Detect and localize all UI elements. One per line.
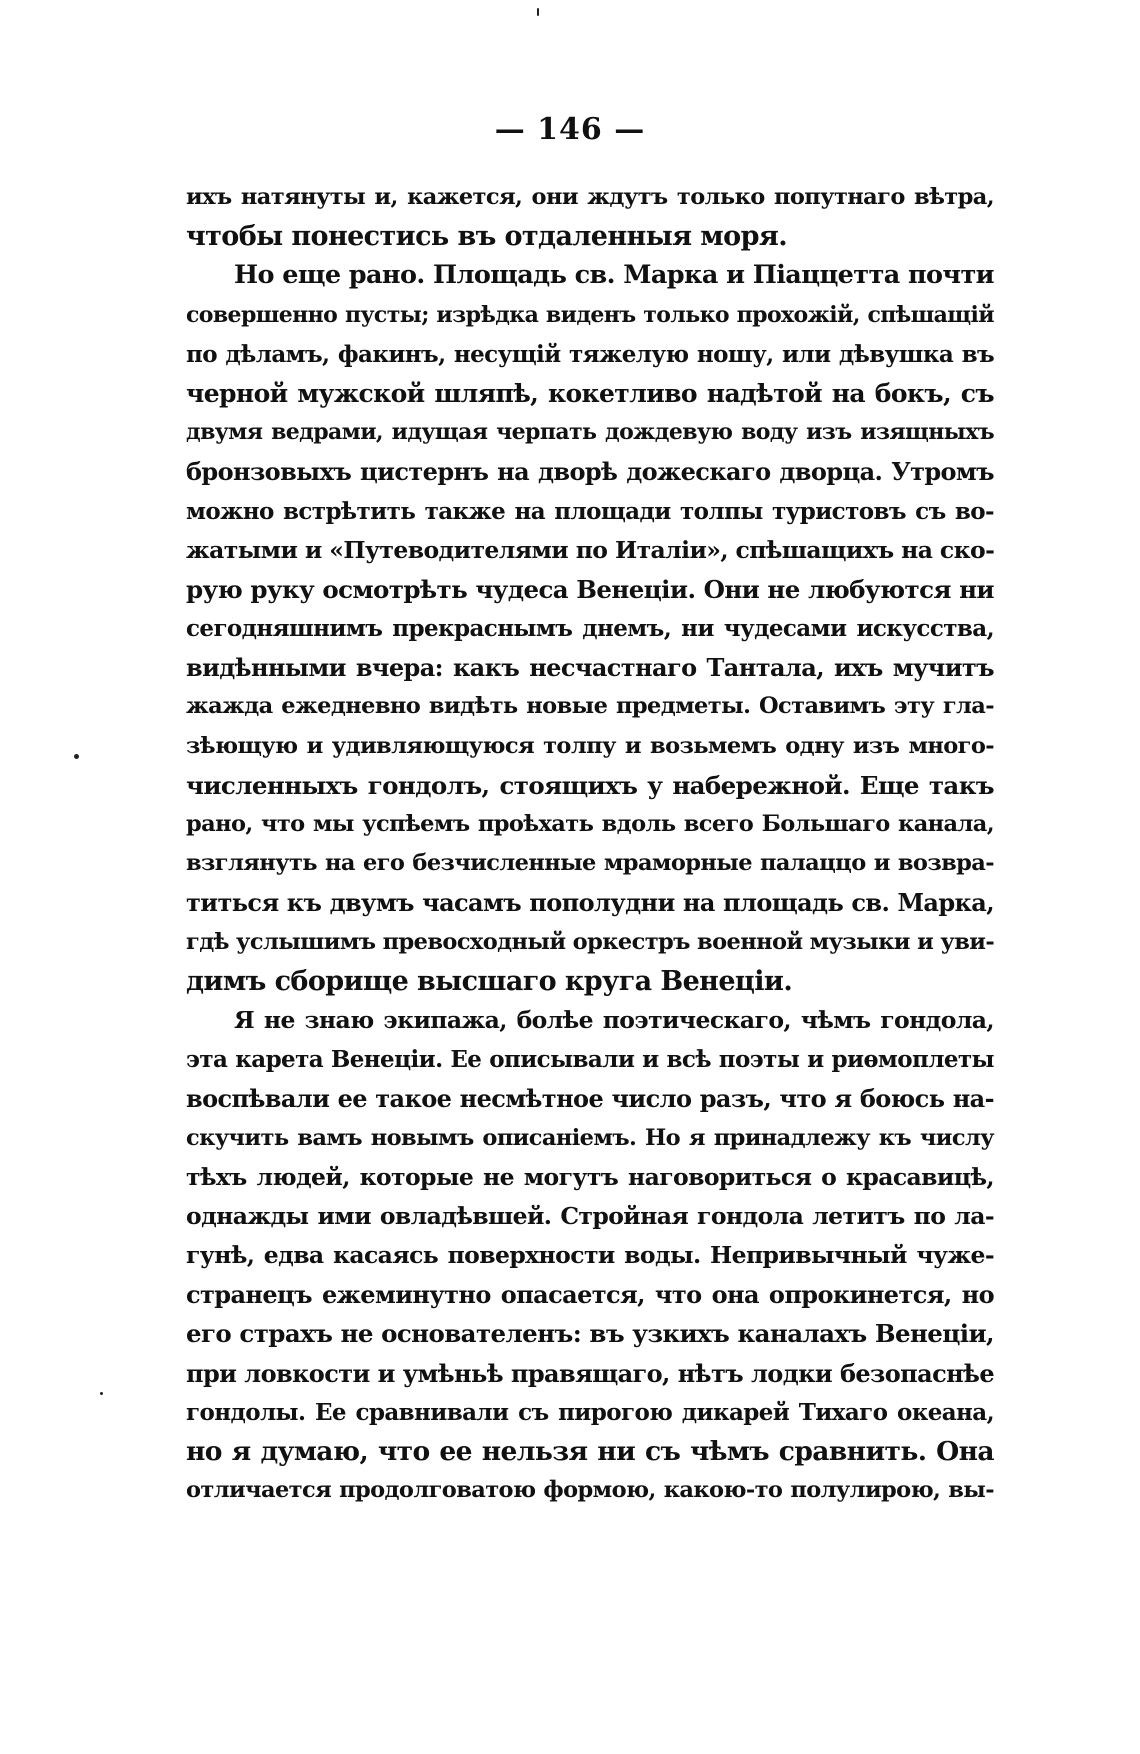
text-line: эта карета Венеціи. Ее описывали и всѣ поэты и риѳмоплеты (186, 1046, 994, 1074)
scan-speck (74, 754, 79, 759)
text-line: гунѣ, едва касаясь поверхности воды. Непривычный чуже- (186, 1241, 994, 1270)
text-line: однажды ими овладѣвшей. Стройная гондола летитъ по ла- (186, 1201, 994, 1230)
text-line: титься къ двумъ часамъ пополудни на площадь св. Марка, (186, 888, 994, 918)
scan-speck (537, 8, 539, 16)
text-line: рано, что мы успѣемъ проѣхать вдоль всего Большаго канала, (186, 811, 994, 837)
text-line: зѣющую и удивляющуюся толпу и возьмемъ одну изъ много- (186, 732, 994, 759)
text-line: тѣхъ людей, которые не могутъ наговориться о красавицѣ, (186, 1162, 994, 1191)
text-line: при ловкости и умѣньѣ правящаго, нѣтъ лодки безопаснѣе (186, 1358, 994, 1388)
text-line: жажда ежедневно видѣть новые предметы. Оставимъ эту гла- (186, 693, 994, 720)
text-line: рую руку осмотрѣть чудеса Венеціи. Они не любуются ни (186, 574, 994, 604)
text-line: гондолы. Ее сравнивали съ пирогою дикарей Тихаго океана, (186, 1398, 994, 1426)
text-line: чтобы понестись въ отдаленныя моря. (186, 221, 787, 253)
text-line: взглянуть на его безчисленные мраморные палаццо и возвра- (186, 850, 994, 877)
text-line: можно встрѣтить также на площади толпы туристовъ съ во- (186, 497, 994, 525)
text-line: по дѣламъ, факинъ, несущій тяжелую ношу, или дѣвушка въ (186, 340, 994, 368)
text-line: численныхъ гондолъ, стоящихъ у набережной. Еще такъ (186, 770, 994, 800)
text-line: бронзовыхъ цистернъ на дворѣ дожескаго дворца. Утромъ (186, 457, 994, 487)
scan-speck (100, 1392, 103, 1395)
body-text (186, 178, 994, 1510)
text-line: двумя ведрами, идущая черпать дождевую воду изъ изящныхъ (186, 419, 994, 446)
text-line: сегодняшнимъ прекраснымъ днемъ, ни чудесами искусства, (186, 615, 994, 643)
text-line: димъ сборище высшаго круга Венеціи. (186, 965, 793, 997)
text-line: странецъ ежеминутно опасается, что она опрокинется, но (186, 1280, 994, 1310)
text-line: ихъ натянуты и, кажется, они ждутъ только попутнаго вѣтра, (186, 184, 994, 210)
text-line: гдѣ услышимъ превосходный оркестръ военной музыки и уви- (186, 928, 995, 955)
text-line: его страхъ не основателенъ: въ узкихъ каналахъ Венеціи, (186, 1319, 994, 1349)
page-number: — 146 — (494, 112, 646, 147)
text-line: видѣнными вчера: какъ несчастнаго Тантала, ихъ мучитъ (186, 653, 994, 683)
text-line: скучить вамъ новымъ описаніемъ. Но я принадлежу къ числу (186, 1124, 994, 1151)
text-line: черной мужской шляпѣ, кокетливо надѣтой на бокъ, съ (186, 378, 994, 408)
text-line: Но еще рано. Площадь св. Марка и Піаццетта почти (234, 260, 994, 291)
text-line: воспѣвали ее такое несмѣтное число разъ, что я боюсь на- (186, 1084, 994, 1114)
text-line: совершенно пусты; изрѣдка виденъ только прохожій, спѣшащій (186, 301, 994, 328)
text-line: Я не знаю экипажа, болѣе поэтическаго, чѣмъ гондола, (234, 1005, 994, 1034)
text-line: но я думаю, что ее нельзя ни съ чѣмъ сравнить. Она (186, 1436, 994, 1467)
text-line: жатыми и «Путеводителями по Италіи», спѣшащихъ на ско- (186, 535, 995, 564)
text-line: отличается продолговатою формою, какою-то полулирою, вы- (186, 1477, 994, 1504)
